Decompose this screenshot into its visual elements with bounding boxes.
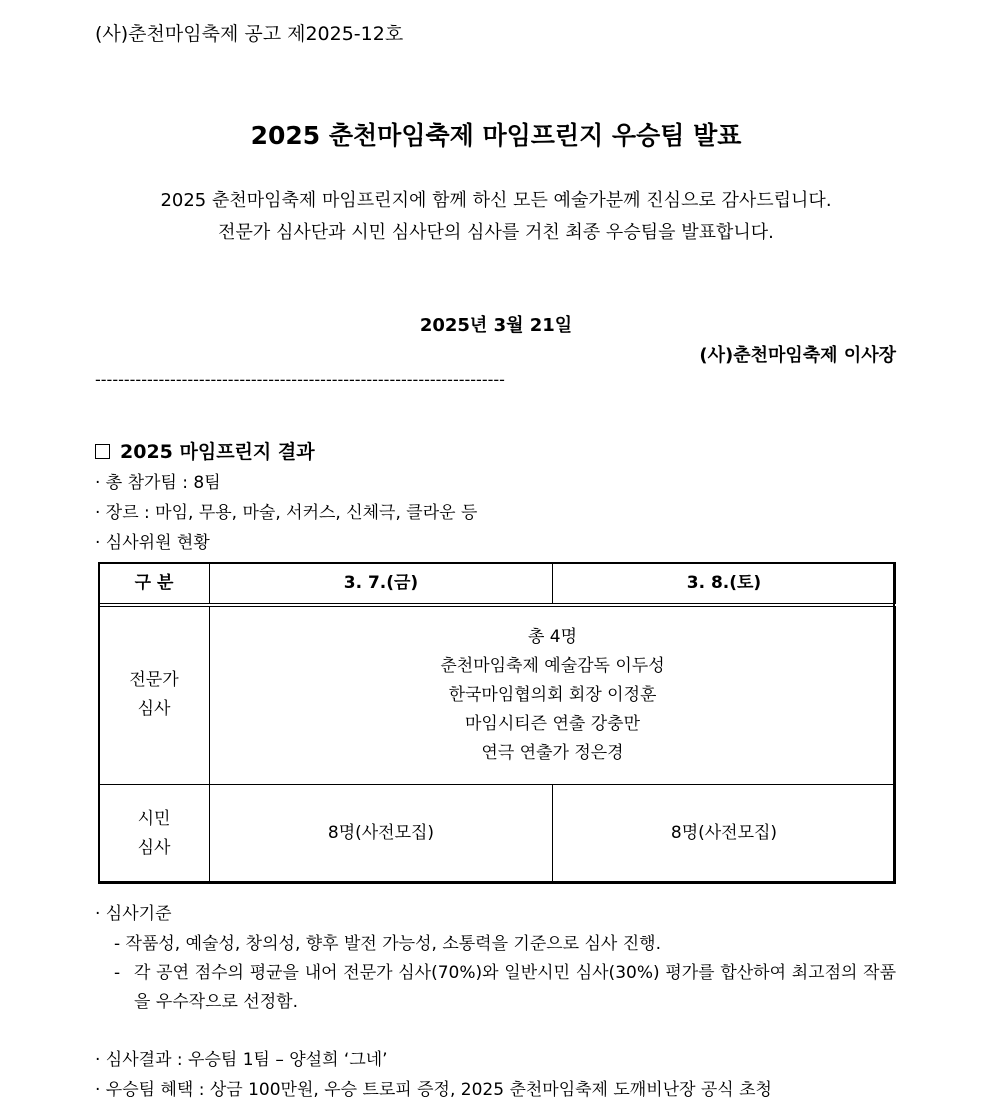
jury-table: [98, 562, 896, 884]
page-title: 2025 춘천마임축제 마임프린지 우승팀 발표: [250, 121, 742, 150]
result-line: · 심사결과 : 우승팀 1팀 – 양설희 ‘그네’: [95, 1050, 388, 1070]
expert-label-line-2: 심사: [137, 699, 171, 720]
citizen-label-line-2: 심사: [137, 837, 171, 858]
criteria-heading: · 심사기준: [95, 904, 172, 924]
divider-line: -----------------------------------------------------------------------: [95, 370, 505, 389]
table-row-citizen: [99, 784, 896, 883]
bullet-genres: · 장르 : 마임, 무용, 마술, 서커스, 신체극, 클라운 등: [95, 503, 478, 523]
section-heading: [95, 437, 315, 464]
section-title: 2025 마임프린지 결과: [120, 441, 315, 463]
notice-number: (사)춘천마임축제 공고 제2025-12호: [95, 23, 404, 45]
signer: (사)춘천마임축제 이사장: [699, 345, 896, 366]
bullet-jury-status: · 심사위원 현황: [95, 533, 210, 553]
bullet-teams: · 총 참가팀 : 8팀: [95, 473, 221, 493]
expert-label-line-1: 전문가: [129, 670, 179, 691]
criteria-item-1: - 작품성, 예술성, 창의성, 향후 발전 가능성, 소통력을 기준으로 심사 진행.: [114, 934, 662, 954]
criteria-item-2: [114, 959, 896, 1017]
header-saturday: 3. 8.(토): [552, 563, 895, 606]
expert-member: 한국마임협의회 회장 이정훈: [448, 684, 657, 705]
header-friday: 3. 7.(금): [210, 563, 553, 606]
intro-line-2: 전문가 심사단과 시민 심사단의 심사를 거친 최종 우승팀을 발표합니다.: [218, 222, 774, 243]
expert-members: [210, 605, 896, 784]
expert-member: 춘천마임축제 예술감독 이두성: [440, 655, 665, 676]
expert-member: 마임시티즌 연출 강충만: [464, 713, 641, 734]
expert-member: 연극 연출가 정은경: [481, 742, 624, 763]
announcement-date: 2025년 3월 21일: [419, 315, 573, 336]
citizen-saturday: 8명(사전모집): [552, 784, 895, 883]
header-category: 구 분: [99, 563, 210, 606]
citizen-label: [99, 784, 210, 883]
expert-total: 총 4명: [527, 626, 578, 647]
citizen-friday: 8명(사전모집): [210, 784, 553, 883]
expert-label: [99, 605, 210, 784]
checkbox-icon: [95, 444, 110, 459]
benefit-line: · 우승팀 혜택 : 상금 100만원, 우승 트로피 증정, 2025 춘천마임축제 도깨비난장 공식 초청: [95, 1080, 772, 1100]
criteria-item-2-dash: -: [114, 963, 121, 983]
table-row-expert: [99, 605, 896, 784]
intro-line-1: 2025 춘천마임축제 마임프린지에 함께 하신 모든 예술가분께 진심으로 감사드립니다.: [160, 190, 832, 211]
table-header-row: [99, 563, 896, 606]
citizen-label-line-1: 시민: [137, 808, 171, 829]
criteria-item-2-text: 각 공연 점수의 평균을 내어 전문가 심사(70%)와 일반시민 심사(30%) 평가를 합산하여 최고점의 작품을 우수작으로 선정함.: [134, 963, 896, 1012]
